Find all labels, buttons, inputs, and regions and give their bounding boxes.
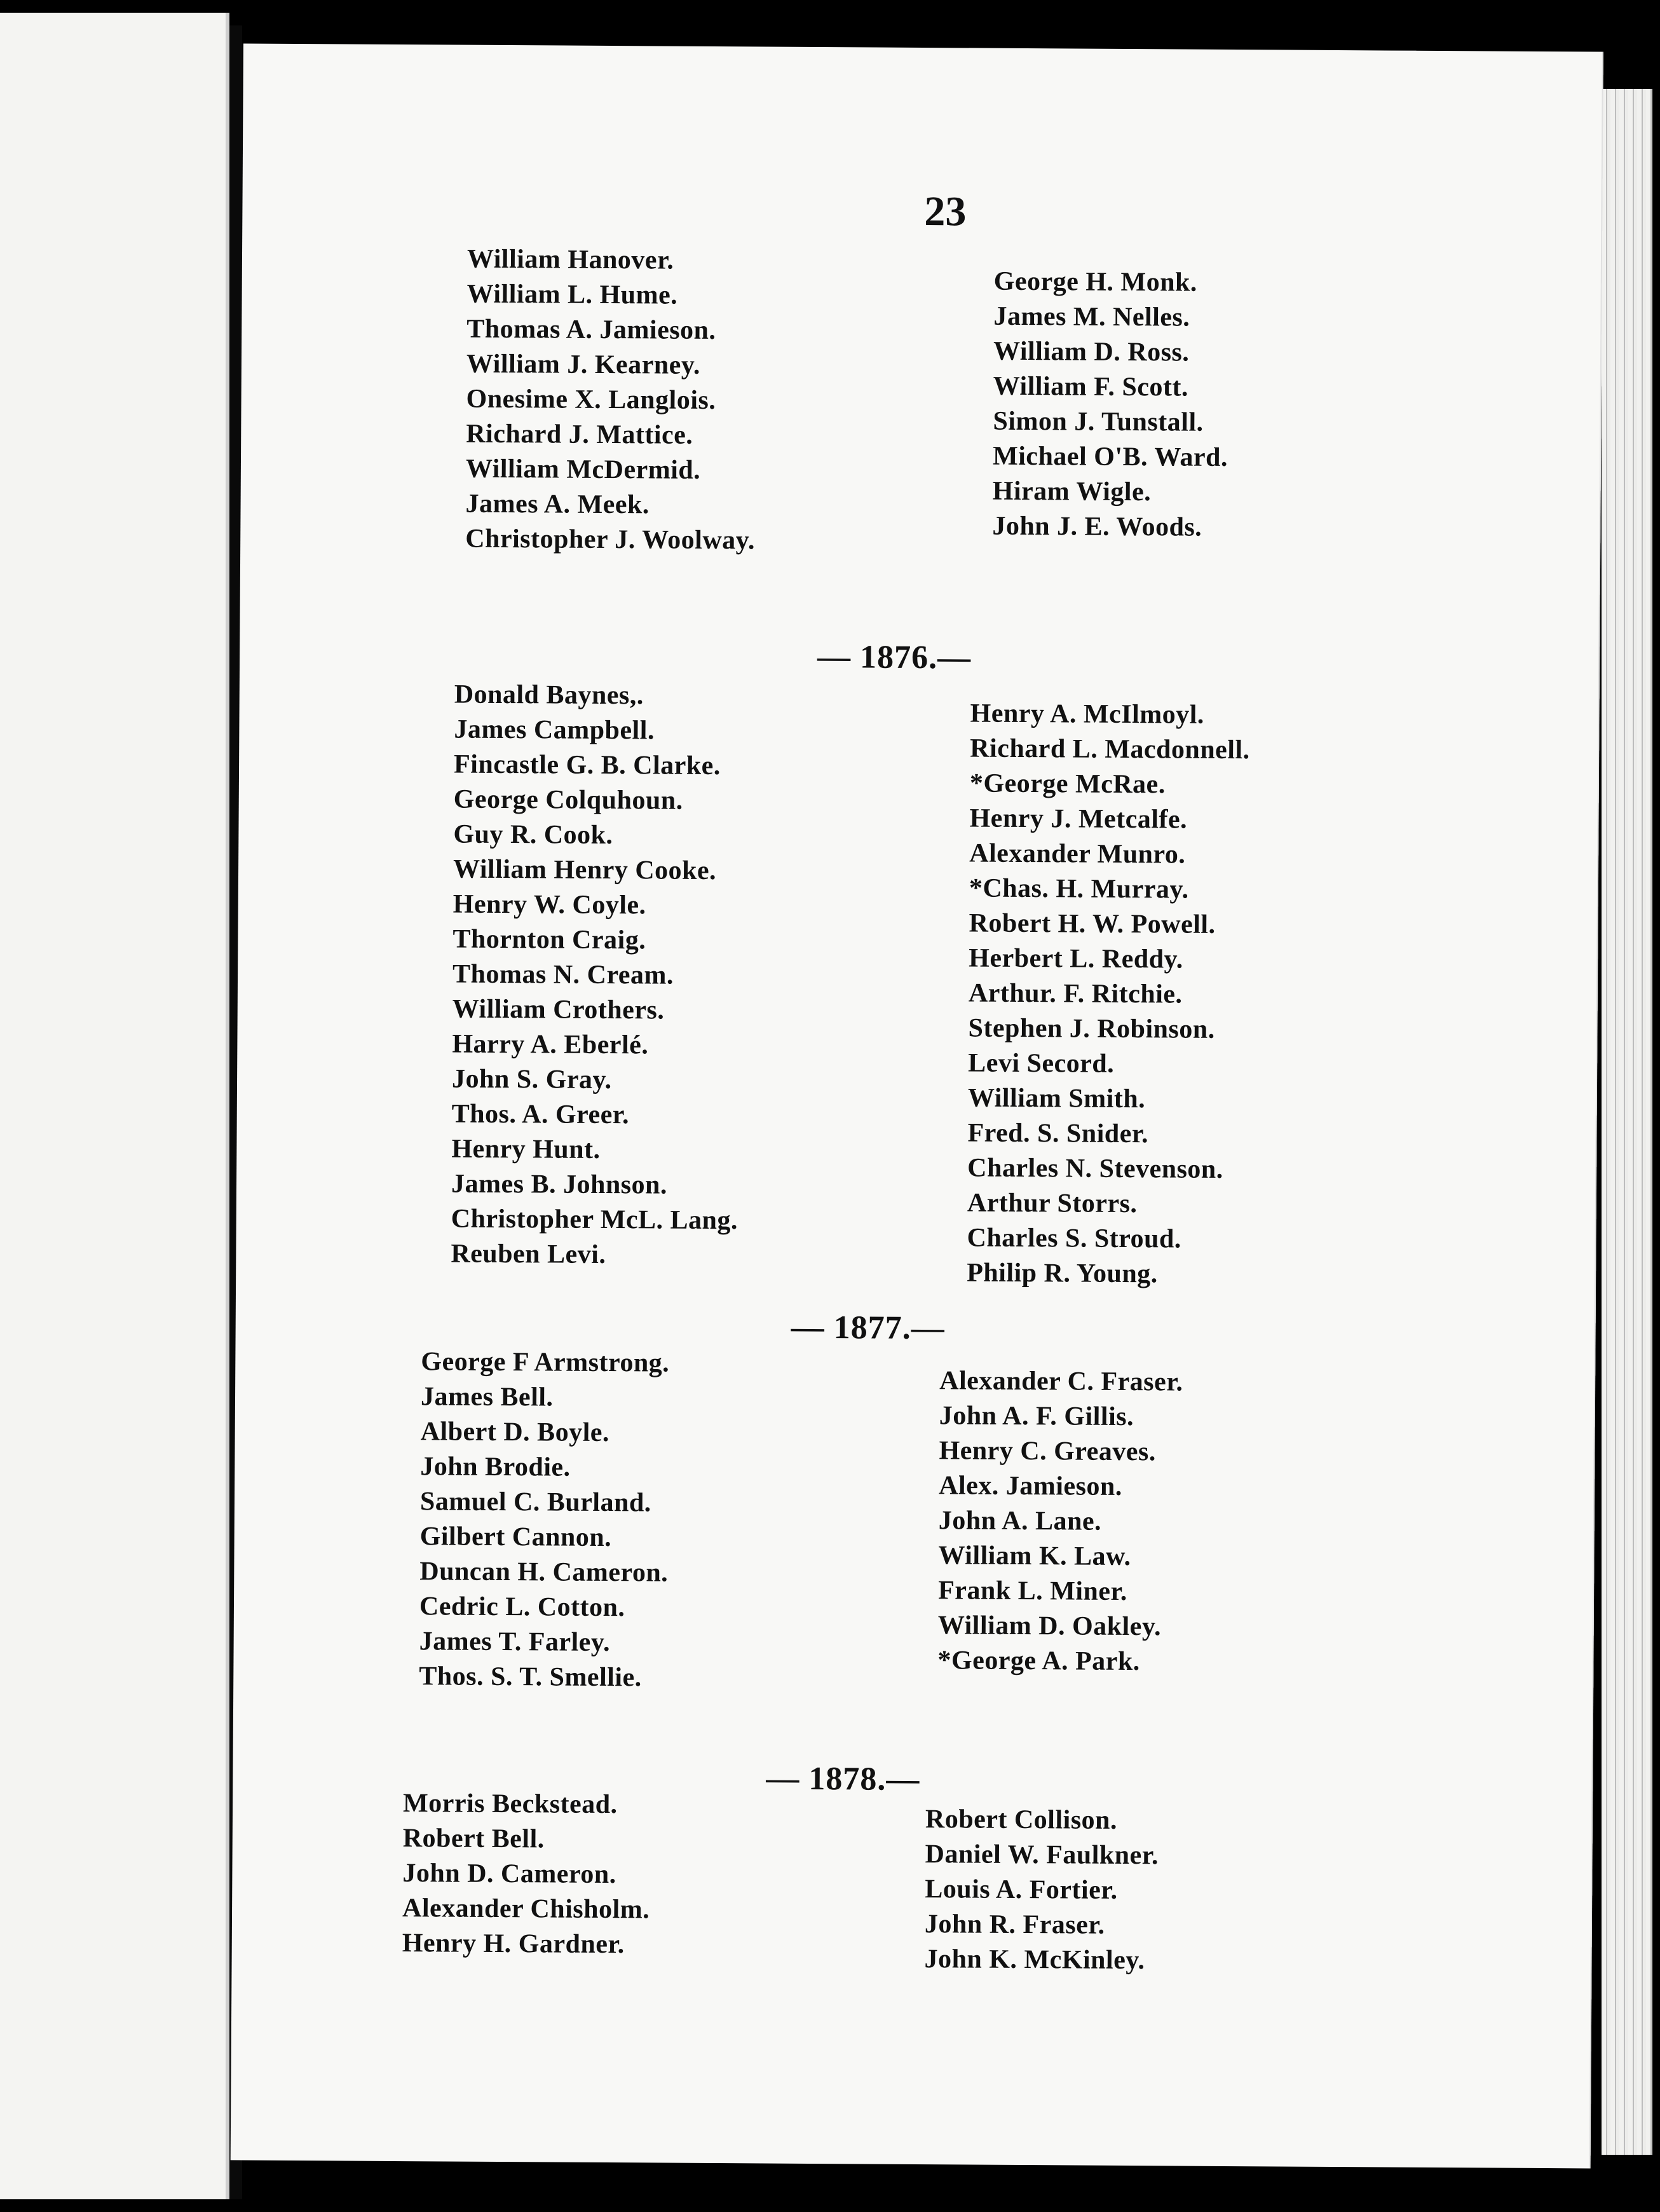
list-item: Harry A. Eberlé. bbox=[452, 1029, 649, 1060]
list-item: Henry C. Greaves. bbox=[939, 1436, 1156, 1467]
list-item: Thornton Craig. bbox=[452, 924, 646, 955]
list-item: Henry W. Coyle. bbox=[452, 889, 646, 920]
facing-page bbox=[0, 13, 229, 2199]
list-item: Henry H. Gardner. bbox=[402, 1929, 625, 1960]
list-item: Guy R. Cook. bbox=[453, 819, 613, 850]
names-column-right-1878 bbox=[924, 1802, 1159, 1978]
list-item: George H. Monk. bbox=[993, 266, 1198, 297]
list-item: Christopher McL. Lang. bbox=[451, 1204, 738, 1236]
list-item: William F. Scott. bbox=[993, 371, 1189, 402]
list-item: Herbert L. Reddy. bbox=[969, 943, 1183, 974]
list-item: Charles N. Stevenson. bbox=[967, 1153, 1223, 1184]
list-item: Thos. S. T. Smellie. bbox=[419, 1662, 642, 1693]
list-item: John S. Gray. bbox=[451, 1064, 612, 1095]
document-page bbox=[231, 43, 1603, 2168]
list-item: Louis A. Fortier. bbox=[925, 1874, 1118, 1905]
list-item: Onesime X. Langlois. bbox=[466, 384, 716, 416]
list-item: William Smith. bbox=[967, 1083, 1146, 1114]
list-item: John D. Cameron. bbox=[402, 1859, 616, 1890]
list-item: William Henry Cooke. bbox=[452, 854, 717, 886]
list-item: John Brodie. bbox=[420, 1452, 571, 1482]
list-item: *George McRae. bbox=[969, 768, 1166, 800]
list-item: Duncan H. Cameron. bbox=[419, 1557, 669, 1588]
list-item: John R. Fraser. bbox=[924, 1909, 1105, 1940]
page-edges bbox=[1602, 89, 1652, 2155]
list-item: *George A. Park. bbox=[937, 1646, 1140, 1677]
list-item: Samuel C. Burland. bbox=[419, 1487, 651, 1518]
list-item: Robert Collison. bbox=[925, 1805, 1118, 1835]
list-item: Morris Beckstead. bbox=[402, 1789, 618, 1820]
names-column-left-1878 bbox=[402, 1786, 651, 1962]
list-item: Levi Secord. bbox=[968, 1048, 1115, 1079]
year-heading-1877: — 1877.— bbox=[791, 1309, 945, 1347]
names-column-left-1876 bbox=[451, 678, 741, 1274]
list-item: Thomas N. Cream. bbox=[452, 959, 674, 990]
list-item: James T. Farley. bbox=[419, 1627, 611, 1658]
list-item: Arthur. F. Ritchie. bbox=[968, 978, 1183, 1009]
year-heading-1876: — 1876.— bbox=[817, 638, 972, 676]
list-item: Albert D. Boyle. bbox=[420, 1417, 610, 1448]
list-item: Fred. S. Snider. bbox=[967, 1118, 1149, 1149]
list-item: Stephen J. Robinson. bbox=[968, 1013, 1215, 1044]
names-column-right-1876 bbox=[967, 696, 1250, 1292]
list-item: James M. Nelles. bbox=[993, 301, 1190, 332]
year-heading-1878: — 1878.— bbox=[766, 1760, 920, 1798]
page-number: 23 bbox=[924, 188, 967, 235]
list-item: Reuben Levi. bbox=[451, 1239, 606, 1269]
list-item: William Crothers. bbox=[452, 994, 665, 1025]
list-item: John A. Lane. bbox=[938, 1506, 1102, 1536]
list-item: Frank L. Miner. bbox=[938, 1576, 1127, 1607]
list-item: Hiram Wigle. bbox=[992, 476, 1152, 507]
list-item: John K. McKinley. bbox=[924, 1944, 1145, 1976]
list-item: Alexander Chisholm. bbox=[402, 1894, 650, 1925]
list-item: Charles S. Stroud. bbox=[967, 1223, 1181, 1254]
list-item: Alexander C. Fraser. bbox=[939, 1366, 1183, 1397]
list-item: Gilbert Cannon. bbox=[419, 1522, 612, 1553]
list-item: William J. Kearney. bbox=[466, 349, 701, 380]
list-item: Arthur Storrs. bbox=[967, 1188, 1138, 1219]
list-item: William K. Law. bbox=[938, 1541, 1131, 1572]
list-item: John J. E. Woods. bbox=[992, 511, 1202, 542]
list-item: George F Armstrong. bbox=[421, 1347, 670, 1378]
list-item: William L. Hume. bbox=[466, 279, 678, 310]
list-item: John A. F. Gillis. bbox=[939, 1401, 1134, 1432]
list-item: Christopher J. Woolway. bbox=[465, 524, 756, 556]
list-item: Cedric L. Cotton. bbox=[419, 1592, 625, 1623]
list-item: Henry A. McIlmoyl. bbox=[970, 699, 1205, 730]
list-item: Alex. Jamieson. bbox=[939, 1471, 1122, 1501]
names-column-right-1877 bbox=[937, 1363, 1183, 1679]
names-column-left-continued bbox=[465, 242, 757, 559]
list-item: James Campbell. bbox=[454, 714, 655, 746]
list-item: William D. Oakley. bbox=[937, 1611, 1162, 1642]
list-item: James B. Johnson. bbox=[451, 1169, 668, 1200]
list-item: Richard J. Mattice. bbox=[466, 419, 693, 450]
list-item: George Colquhoun. bbox=[453, 784, 683, 816]
list-item: Robert H. W. Powell. bbox=[969, 908, 1216, 939]
names-column-right-continued bbox=[992, 264, 1229, 545]
list-item: Henry Hunt. bbox=[451, 1134, 601, 1164]
list-item: William D. Ross. bbox=[993, 336, 1190, 367]
list-item: James Bell. bbox=[420, 1382, 554, 1412]
list-item: Donald Baynes,. bbox=[454, 679, 644, 711]
list-item: Daniel W. Faulkner. bbox=[925, 1840, 1159, 1871]
list-item: Michael O'B. Ward. bbox=[992, 441, 1228, 472]
list-item: Simon J. Tunstall. bbox=[993, 406, 1204, 437]
list-item: *Chas. H. Murray. bbox=[969, 873, 1189, 905]
list-item: Thos. A. Greer. bbox=[451, 1099, 630, 1130]
list-item: William Hanover. bbox=[466, 244, 674, 275]
list-item: Philip R. Young. bbox=[967, 1258, 1158, 1289]
list-item: Thomas A. Jamieson. bbox=[466, 314, 716, 346]
list-item: Alexander Munro. bbox=[969, 838, 1186, 870]
list-item: Robert Bell. bbox=[402, 1824, 545, 1854]
list-item: William McDermid. bbox=[465, 454, 701, 485]
names-column-left-1877 bbox=[419, 1344, 669, 1695]
list-item: Fincastle G. B. Clarke. bbox=[453, 749, 721, 781]
list-item: Richard L. Macdonnell. bbox=[970, 734, 1250, 765]
list-item: James A. Meek. bbox=[465, 489, 650, 520]
list-item: Henry J. Metcalfe. bbox=[969, 803, 1188, 835]
